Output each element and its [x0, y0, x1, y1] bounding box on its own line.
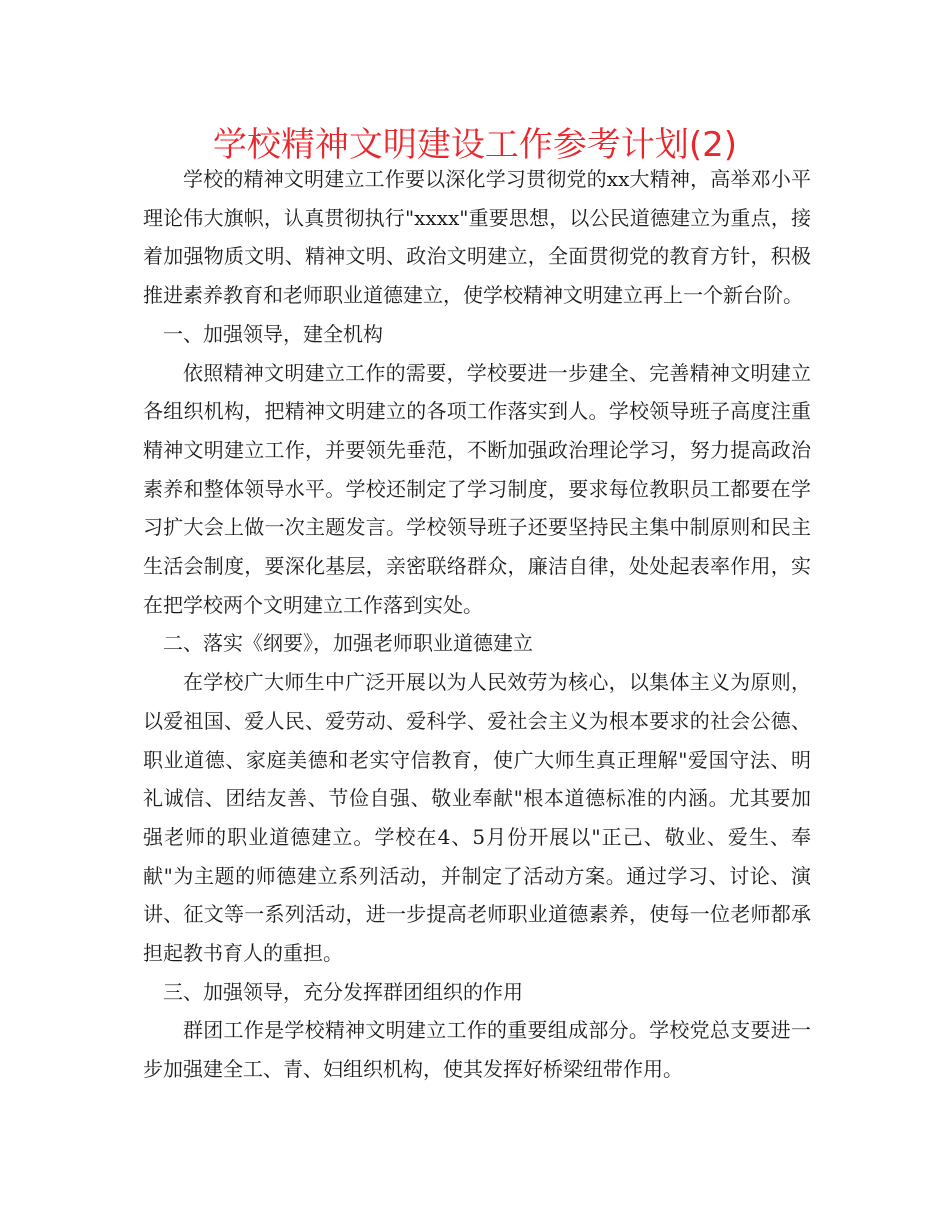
paragraph-section-3: 群团工作是学校精神文明建立工作的重要组成部分。学校党总支要进一步加强建全工、青、妇组织机构，使其发挥好桥梁纽带作用。	[143, 1018, 811, 1082]
paragraph-section-1: 依照精神文明建立工作的需要，学校要进一步建全、完善精神文明建立各组织机构，把精神文明建立的各项工作落实到人。学校领导班子高度注重精神文明建立工作，并要领先垂范，不断加强政治理论学习，努力提高政治素养和整体领导水平。学校还制定了学习制度，要求每位教职员工都要在学习扩大会上做一次主题发言。学校领导班子还要坚持民主集中制原则和民主生活会制度，要深化基层，亲密联络群众，廉洁自律，处处起表率作用，实在把学校两个文明建立工作落到实处。	[143, 360, 811, 617]
paragraph-intro: 学校的精神文明建立工作要以深化学习贯彻党的xx大精神，高举邓小平理论伟大旗帜，认真贯彻执行"xxxx"重要思想，以公民道德建立为重点，接着加强物质文明、精神文明、政治文明建立，全面贯彻党的教育方针，积极推进素养教育和老师职业道德建立，使学校精神文明建立再上一个新台阶。	[143, 167, 811, 308]
document-title: 学校精神文明建设工作参考计划(2)	[212, 125, 738, 165]
paragraph-section-2: 在学校广大师生中广泛开展以为人民效劳为核心，以集体主义为原则，以爱祖国、爱人民、爱劳动、爱科学、爱社会主义为根本要求的社会公德、职业道德、家庭美德和老实守信教育，使广大师生真正理解"爱国守法、明礼诚信、团结友善、节俭自强、敬业奉献"根本道德标准的内涵。尤其要加强老师的职业道德建立。学校在4、5月份开展以"正己、敬业、爱生、奉献"为主题的师德建立系列活动，并制定了活动方案。通过学习、讨论、演讲、征文等一系列活动，进一步提高老师职业道德素养，使每一位老师都承担起教书育人的重担。	[143, 670, 811, 966]
section-heading-2: 二、落实《纲要》，加强老师职业道德建立	[163, 631, 533, 656]
section-heading-3: 三、加强领导，充分发挥群团组织的作用	[163, 979, 523, 1004]
document-body	[143, 160, 811, 1089]
section-heading-1: 一、加强领导，建全机构	[163, 321, 383, 346]
